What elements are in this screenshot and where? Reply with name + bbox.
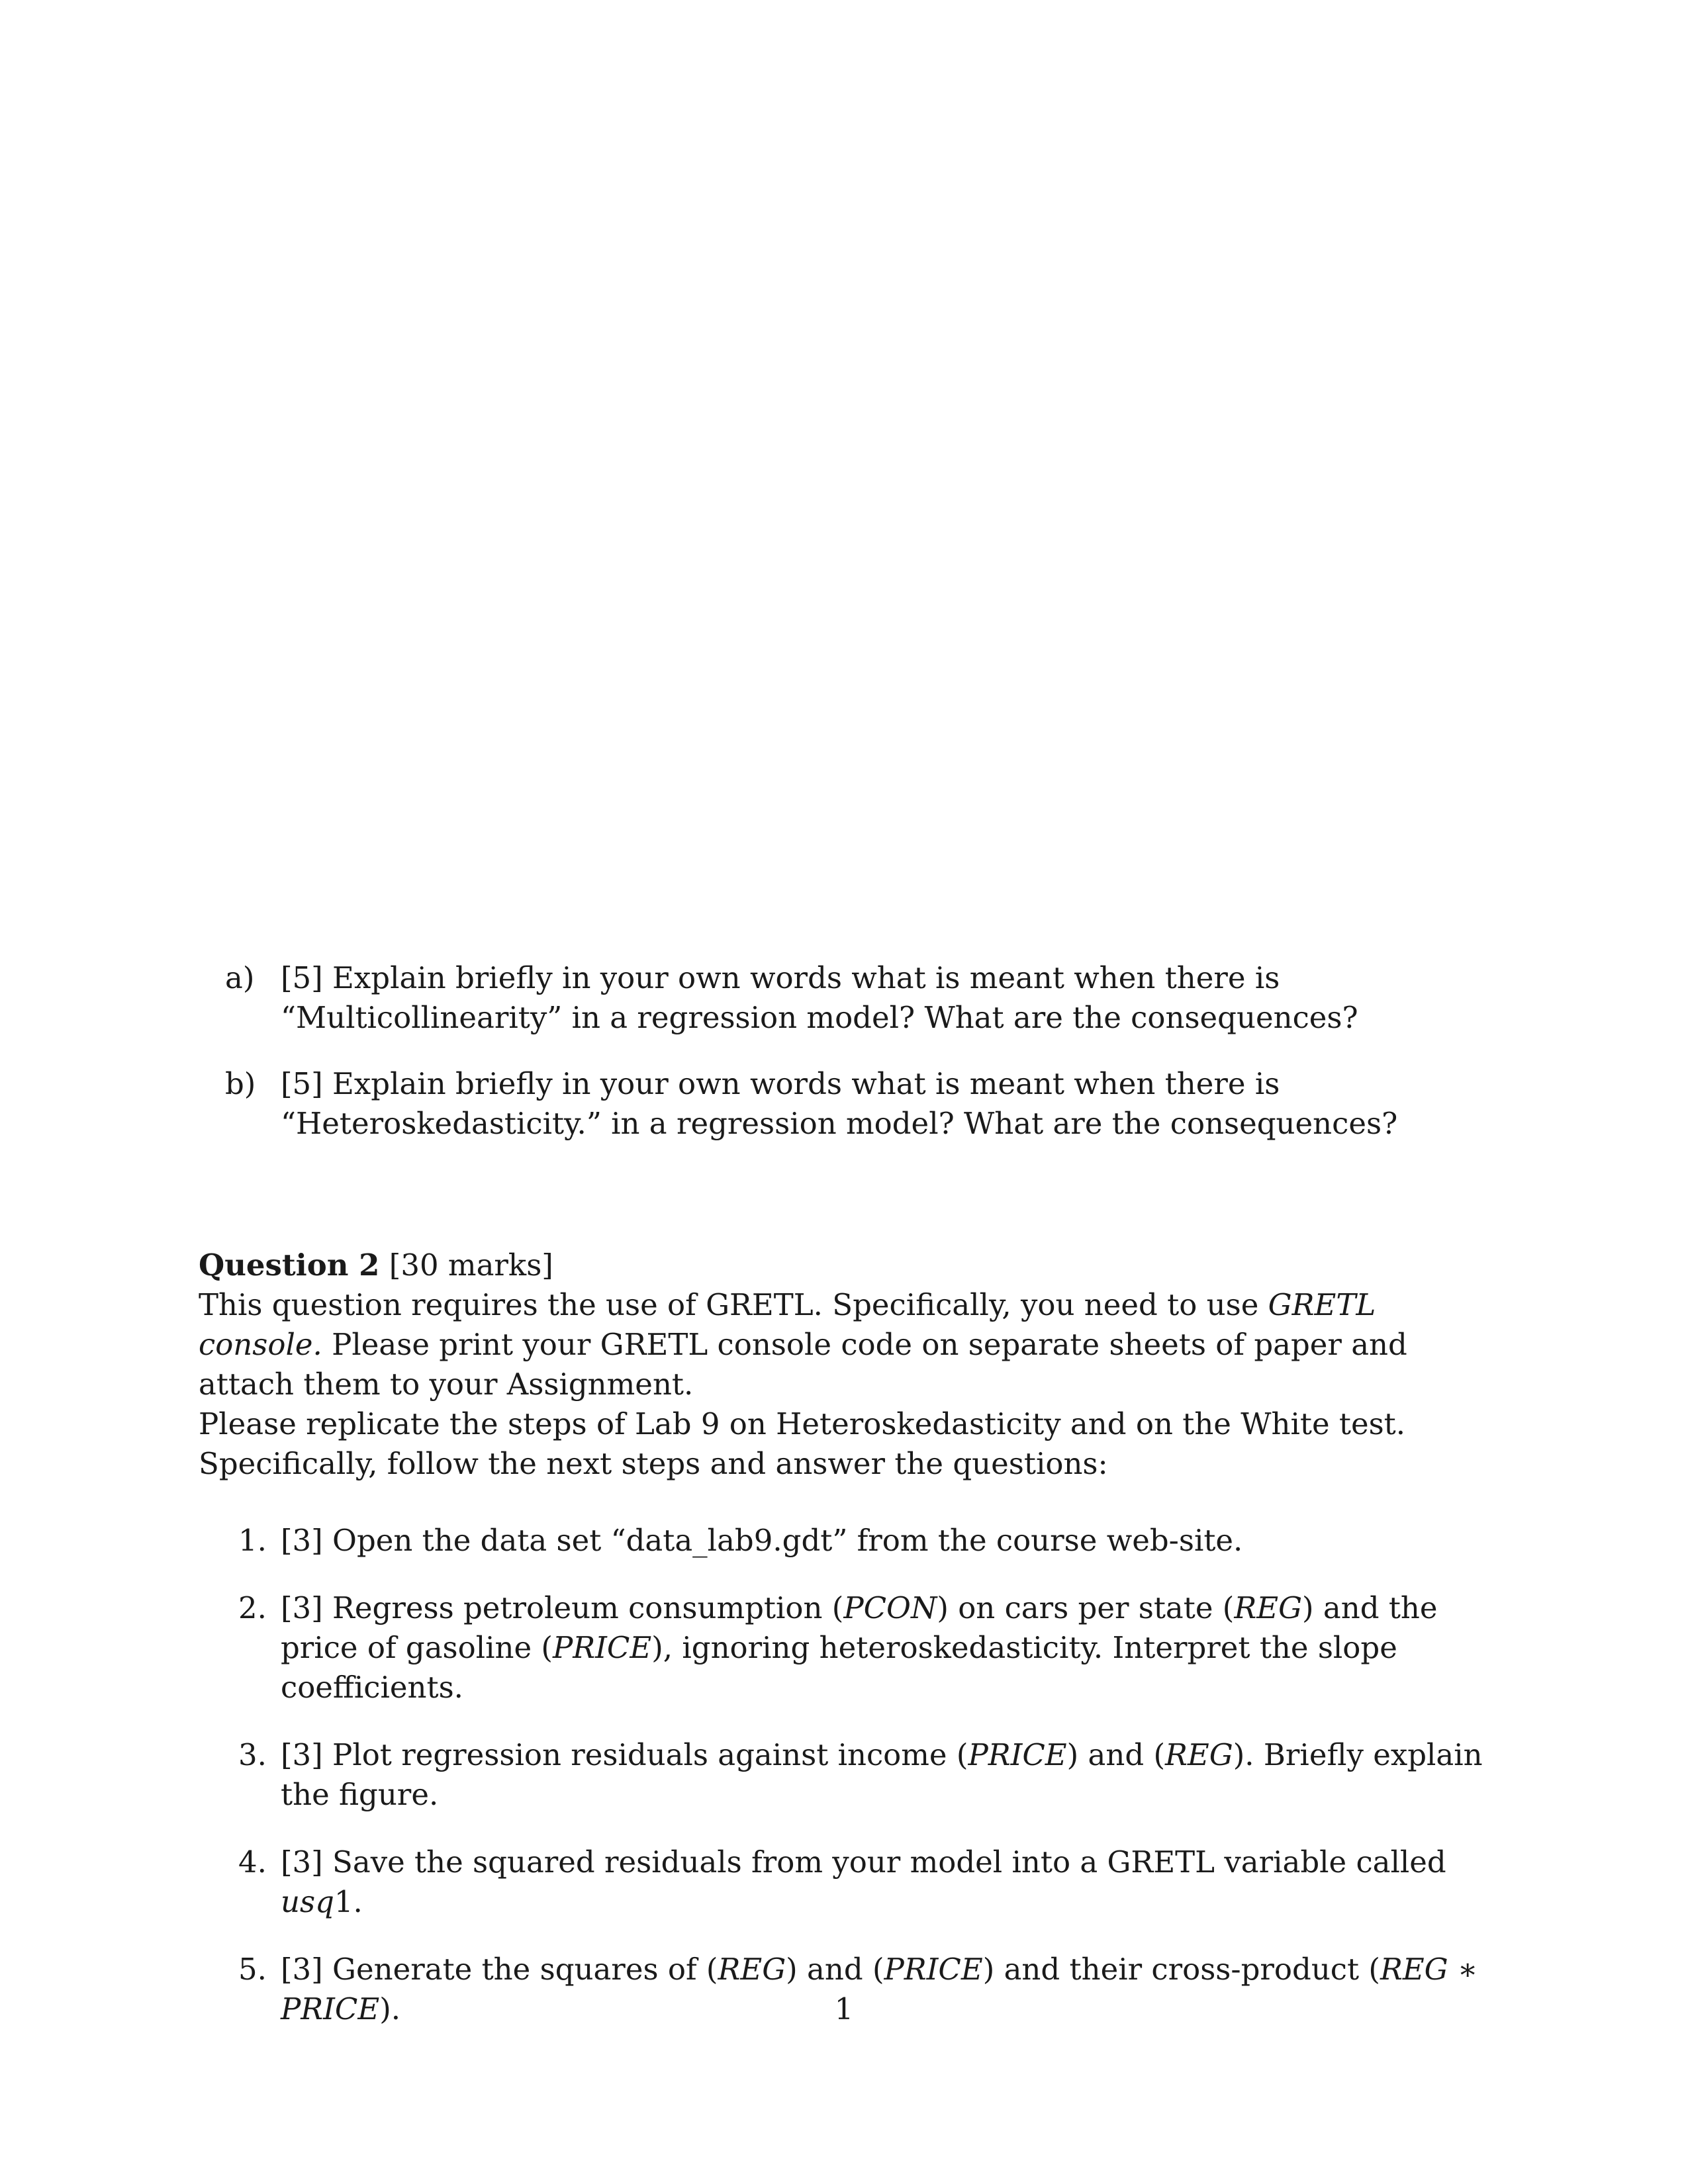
item-marker: a) bbox=[225, 960, 255, 995]
step-item bbox=[225, 1588, 1493, 1707]
page-number: 1 bbox=[834, 1991, 854, 2026]
step-number: 5. bbox=[238, 1952, 267, 1987]
list-item bbox=[225, 958, 1496, 1038]
math-variable: REG bbox=[1234, 1590, 1303, 1625]
question-2-intro bbox=[199, 1285, 1493, 1404]
math-variable: PRICE bbox=[552, 1630, 652, 1665]
question-2-instructions: Please replicate the steps of Lab 9 on Heteroskedasticity and on the White test. Specifically, follow the next steps and answer the questions: bbox=[199, 1406, 1406, 1481]
intro-italic-text: GRETL console. bbox=[199, 1287, 1376, 1362]
question-title: Question 2 bbox=[199, 1248, 380, 1283]
item-text: [5] Explain briefly in your own words what is meant when there is “Heteroskedasticity.” in a regression model? What are the consequences? bbox=[281, 1066, 1398, 1141]
step-text: [3] Open the data set “data_lab9.gdt” from the course web-site. bbox=[281, 1523, 1243, 1558]
step-text: [3] Save the squared residuals from your model into a GRETL variable called usq1. bbox=[281, 1844, 1446, 1919]
item-text: [5] Explain briefly in your own words what is meant when there is “Multicollinearity” in a regression model? What are the consequences? bbox=[281, 960, 1358, 1035]
item-marker: b) bbox=[225, 1066, 256, 1101]
part1-question-list bbox=[225, 958, 1496, 1170]
math-variable: usq bbox=[281, 1884, 334, 1919]
intro-text: This question requires the use of GRETL. Specifically, you need to use bbox=[199, 1287, 1268, 1322]
step-item bbox=[225, 1843, 1493, 1922]
step-text: [3] Plot regression residuals against income (PRICE) and (REG). Briefly explain the figure. bbox=[281, 1737, 1483, 1812]
math-variable: PRICE bbox=[968, 1737, 1067, 1772]
step-number: 1. bbox=[238, 1523, 267, 1558]
step-item bbox=[225, 1521, 1493, 1561]
step-number: 2. bbox=[238, 1590, 267, 1625]
step-item bbox=[225, 1735, 1493, 1815]
question-2-steps bbox=[225, 1521, 1493, 2057]
question-2-section bbox=[199, 1246, 1493, 1484]
intro-text-continued: Please print your GRETL console code on separate sheets of paper and attach them to your Assignment. bbox=[199, 1327, 1407, 1402]
math-variable: PRICE bbox=[884, 1952, 983, 1987]
step-number: 3. bbox=[238, 1737, 267, 1772]
step-number: 4. bbox=[238, 1844, 267, 1880]
step-text: [3] Generate the squares of (REG) and (PRICE) and their cross-product (REG ∗ PRICE). bbox=[281, 1952, 1478, 2026]
math-variable: PCON bbox=[843, 1590, 937, 1625]
list-item bbox=[225, 1064, 1496, 1144]
question-2-heading bbox=[199, 1246, 1493, 1285]
step-text: [3] Regress petroleum consumption (PCON) on cars per state (REG) and the price of gasoline (PRICE), ignoring heteroskedasticity. Interpret the slope coefficients. bbox=[281, 1590, 1438, 1705]
question-marks: [30 marks] bbox=[389, 1248, 553, 1283]
math-variable: REG bbox=[718, 1952, 786, 1987]
math-variable: REG bbox=[1165, 1737, 1233, 1772]
math-variable: REG ∗ PRICE bbox=[281, 1952, 1478, 2026]
